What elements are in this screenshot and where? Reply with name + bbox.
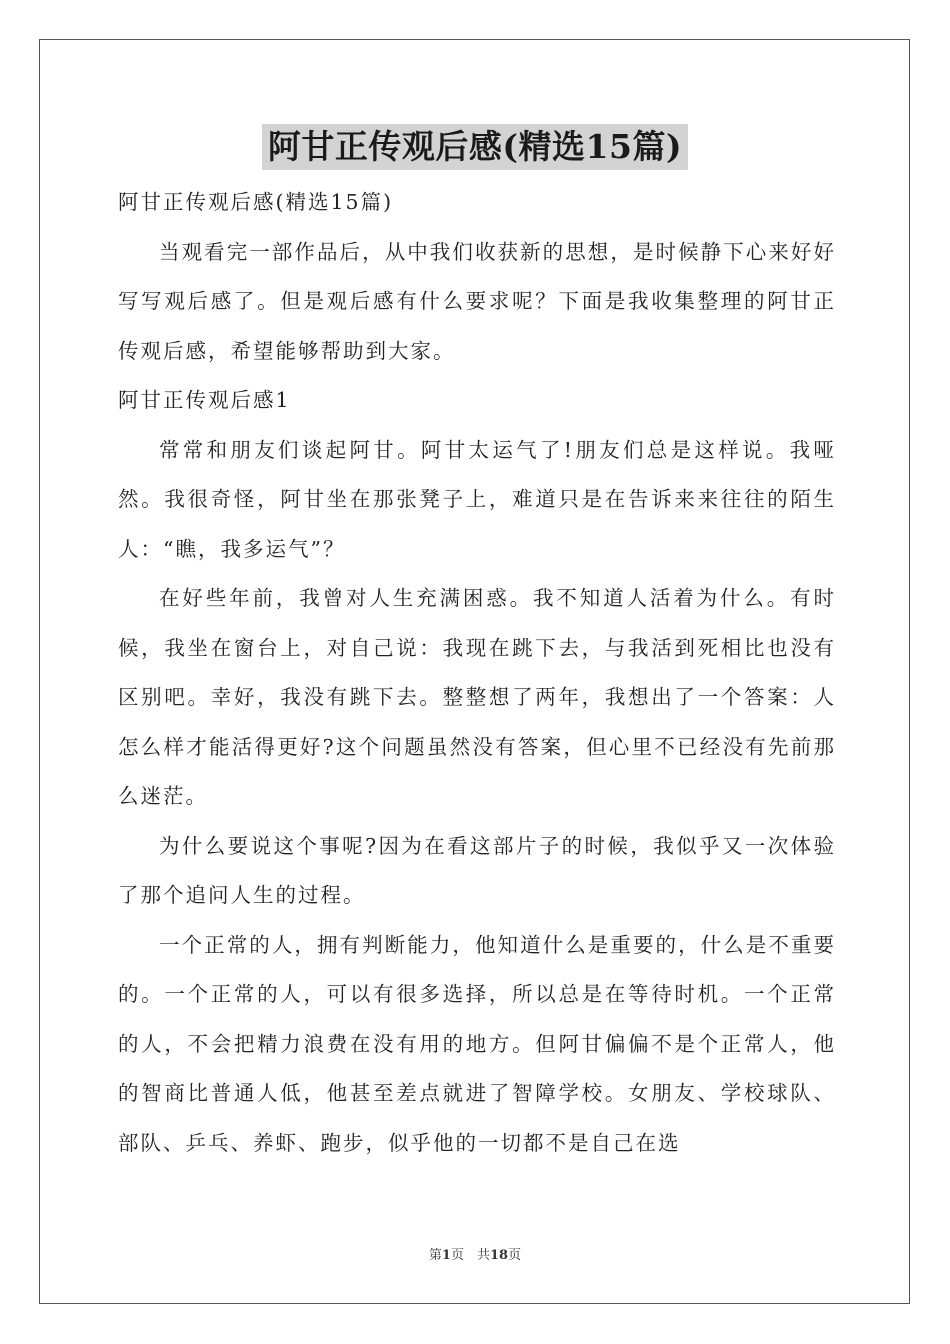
paragraph: 阿甘正传观后感1	[118, 388, 291, 412]
page-footer	[0, 1244, 950, 1263]
footer-page-prefix: 第	[428, 1248, 442, 1263]
paragraph: 在好些年前，我曾对人生充满困惑。我不知道人活着为什么。有时候，我坐在窗台上，对自己说：我现在跳下去，与我活到死相比也没有区别吧。幸好，我没有跳下去。整整想了两年，我想出了一个答案：人怎么样才能活得更好?这个问题虽然没有答案，但心里不已经没有先前那么迷茫。	[118, 586, 836, 808]
footer-page-total: 18	[489, 1248, 509, 1263]
footer-page-current: 1	[441, 1248, 451, 1263]
paragraph: 当观看完一部作品后，从中我们收获新的思想，是时候静下心来好好写写观后感了。但是观后感有什么要求呢？下面是我收集整理的阿甘正传观后感，希望能够帮助到大家。	[118, 239, 836, 363]
footer-page-mid: 页 共	[450, 1248, 490, 1263]
paragraph: 常常和朋友们谈起阿甘。阿甘太运气了!朋友们总是这样说。我哑然。我很奇怪，阿甘坐在那张凳子上，难道只是在告诉来来往往的陌生人：“瞧，我多运气”？	[118, 437, 836, 561]
paragraph: 为什么要说这个事呢?因为在看这部片子的时候，我似乎又一次体验了那个追问人生的过程。	[118, 833, 836, 907]
paragraph: 一个正常的人，拥有判断能力，他知道什么是重要的，什么是不重要的。一个正常的人，可以有很多选择，所以总是在等待时机。一个正常的人，不会把精力浪费在没有用的地方。但阿甘偏偏不是个正常人，他的智商比普通人低，他甚至差点就进了智障学校。女朋友、学校球队、部队、乒乓、养虾、跑步，似乎他的一切都不是自己在选	[118, 932, 836, 1155]
document-title: 阿甘正传观后感(精选15篇)	[262, 124, 688, 170]
paragraph: 阿甘正传观后感(精选15篇)	[118, 190, 394, 214]
footer-page-suffix: 页	[508, 1248, 522, 1263]
document-body	[118, 178, 836, 1168]
title-container	[0, 124, 950, 170]
